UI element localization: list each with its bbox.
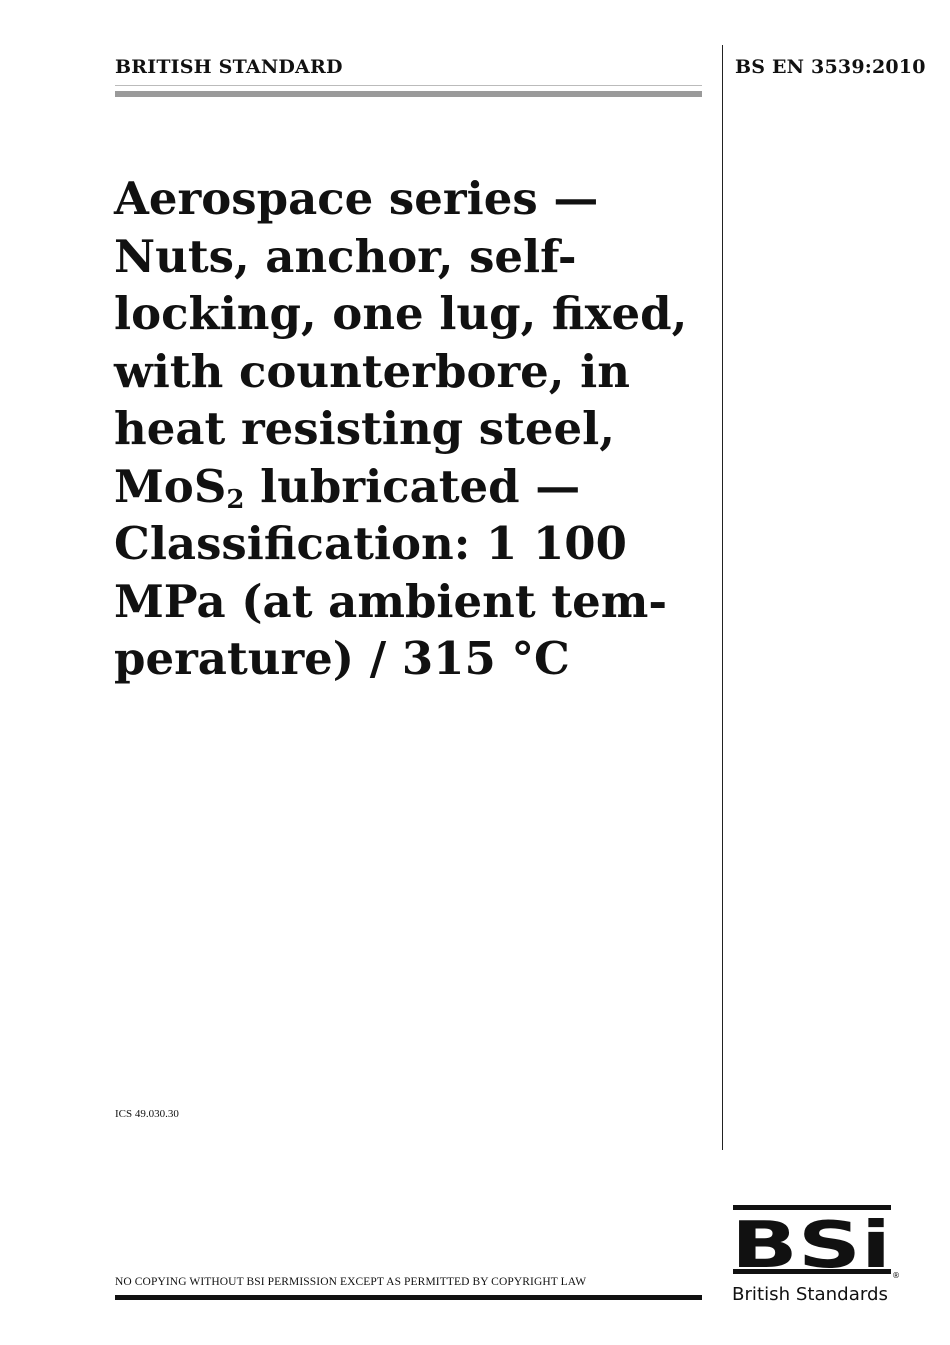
document-title [114,170,714,688]
bsi-logo [731,1205,901,1305]
bsi-logo-mark: BSi [731,1209,891,1283]
title-line-8: MPa (at ambient tem- [114,574,668,628]
title-line-9: perature) / 315 °C [114,632,570,685]
ics-code: ICS 49.030.30 [115,1108,179,1120]
vertical-divider [722,45,723,1150]
copyright-notice: NO COPYING WITHOUT BSI PERMISSION EXCEPT AS PERMITTED BY COPYRIGHT LAW [115,1276,587,1288]
registered-mark: ® [892,1271,900,1280]
title-line-5: heat resisting steel, [114,402,615,455]
title-line-6 [114,458,714,516]
footer-rule [115,1295,702,1300]
title-line-1: Aerospace series — [114,172,599,225]
title-line-4: with counterbore, in [114,344,630,398]
title-mos-subscript: 2 [226,484,245,515]
bsi-logo-caption: British Standards [732,1284,888,1305]
header-standard-label: BRITISH STANDARD [115,56,343,78]
header-standard-number: BS EN 3539:2010 [735,56,926,78]
header-rule-thick [115,91,702,97]
header-rule-thin [115,85,702,86]
title-line-2: Nuts, anchor, self- [114,229,577,283]
title-line-3: locking, one lug, fixed, [114,287,688,340]
title-line-7: Classification: 1 100 [114,517,627,570]
title-mos-prefix: MoS [114,459,227,513]
title-line-6-text: lubricated — [260,459,581,513]
